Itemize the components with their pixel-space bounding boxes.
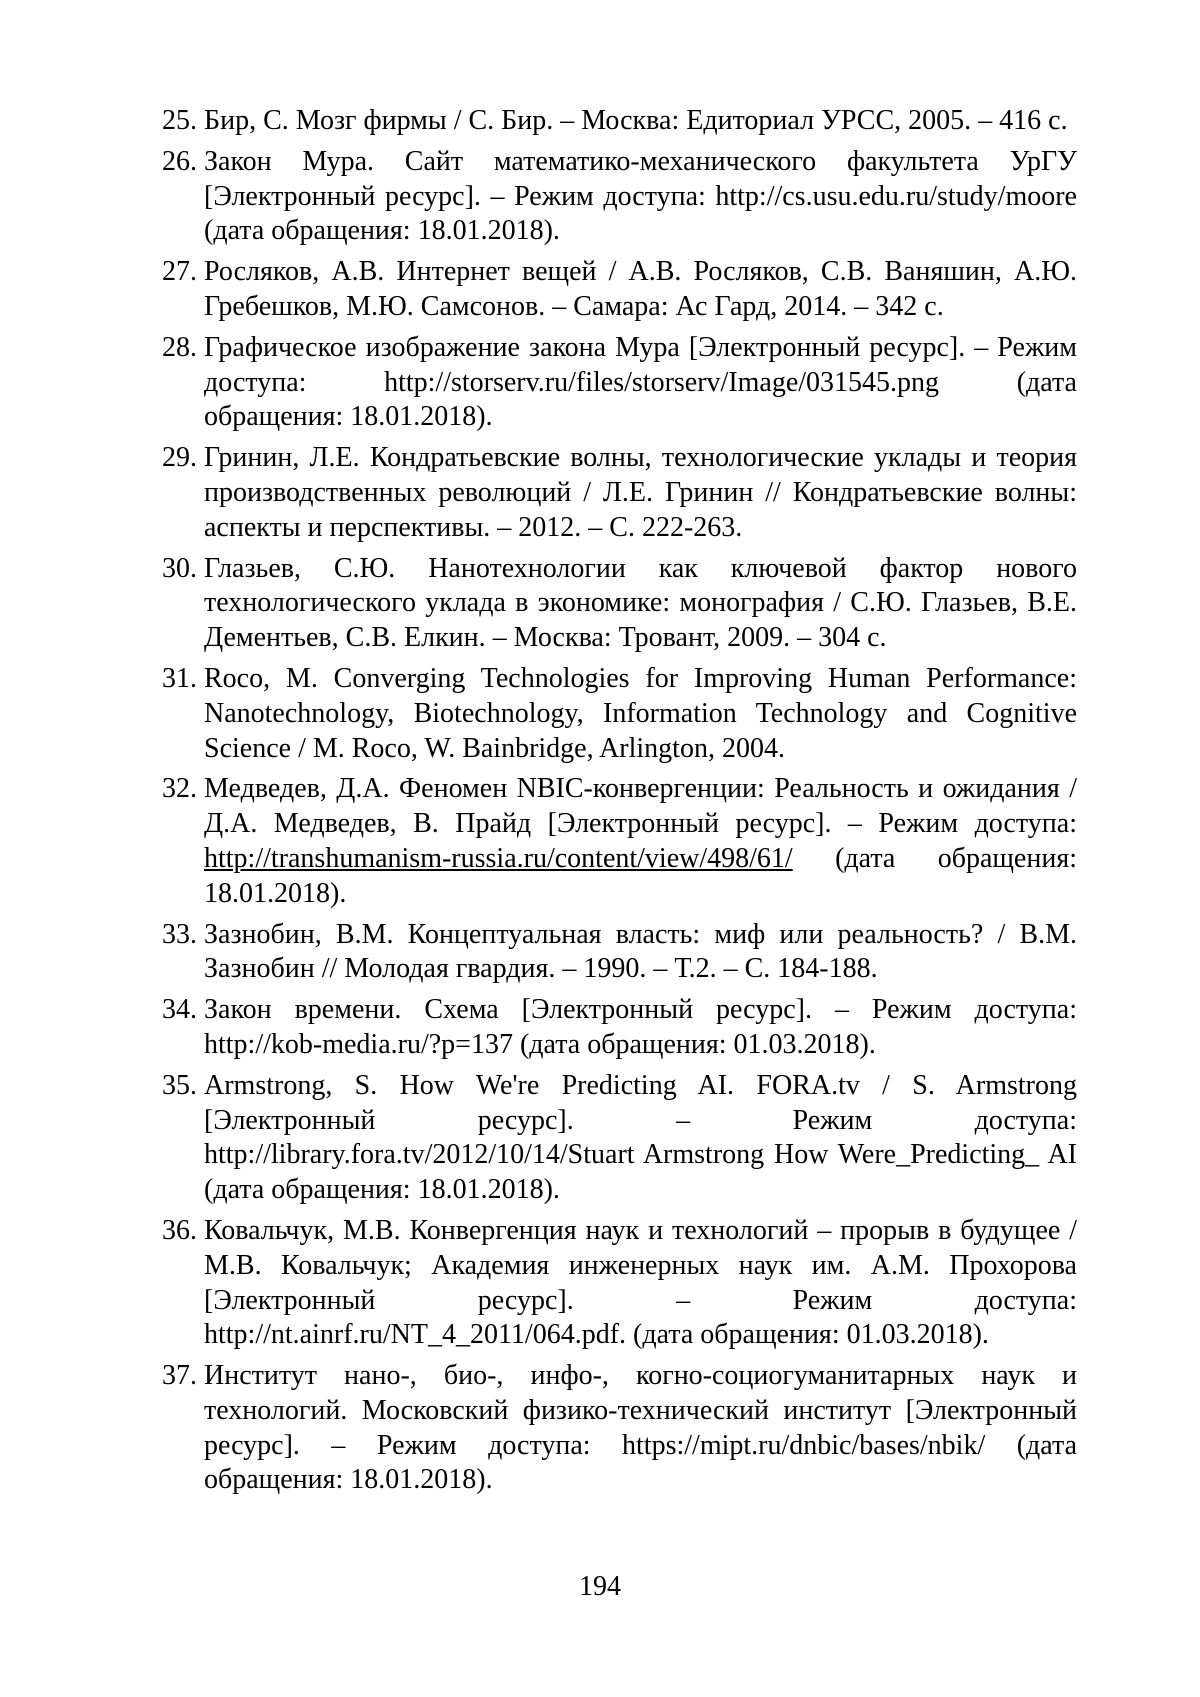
reference-text: Зазнобин, В.М. Концептуальная власть: миф или реальность? / В.М. Зазнобин // Молодая гвардия. – 1990. – Т.2. – С. 184-188. <box>204 918 1077 985</box>
reference-number: 37. <box>162 1360 197 1392</box>
reference-number: 30. <box>162 552 197 584</box>
reference-text: Armstrong, S. How We're Predicting AI. FORA.tv / S. Armstrong [Электронный ресурс]. – Режим доступа: http://library.fora.tv/2012/10/14/Stuart Armstrong How Were_Predicting_ AI (дата обращения: 18.01.2018). <box>204 1069 1077 1206</box>
reference-number: 28. <box>162 331 197 363</box>
reference-item-29 <box>162 441 1077 545</box>
reference-link[interactable]: http://transhumanism-russia.ru/content/view/498/61/ <box>204 842 793 874</box>
page-number: 194 <box>579 1571 621 1602</box>
reference-item-32 <box>162 772 1077 911</box>
reference-text: Ковальчук, М.В. Конвергенция наук и технологий – прорыв в будущее / М.В. Ковальчук; Академия инженерных наук им. А.М. Прохорова [Электронный ресурс]. – Режим доступа: http://nt.ainrf.ru/NT_4_2011/064.pdf. (дата обращения: 01.03.2018). <box>204 1214 1077 1351</box>
reference-text: Росляков, А.В. Интернет вещей / А.В. Росляков, С.В. Ваняшин, А.Ю. Гребешков, М.Ю. Самсонов. – Самара: Ас Гард, 2014. – 342 с. <box>204 256 1077 322</box>
reference-item-33 <box>162 918 1077 988</box>
reference-text: Бир, С. Мозг фирмы / С. Бир. – Москва: Едиториал УРСС, 2005. – 416 с. <box>204 105 1068 136</box>
reference-number: 32. <box>162 773 197 805</box>
reference-number: 35. <box>162 1069 197 1101</box>
reference-text: Закон времени. Схема [Электронный ресурс]. – Режим доступа: http://kob-media.ru/?p=137 (дата обращения: 01.03.2018). <box>204 994 1077 1060</box>
reference-number: 29. <box>162 442 197 474</box>
reference-text-after: (дата обращения: 18.01.2018). <box>204 842 1077 909</box>
reference-item-26 <box>162 145 1077 249</box>
reference-item-30 <box>162 552 1077 656</box>
reference-number: 31. <box>162 662 197 694</box>
reference-text: Институт нано-, био-, инфо-, когно-социогуманитарных наук и технологий. Московский физико-технический институт [Электронный ресурс]. – Режим доступа: https://mipt.ru/dnbic/bases/nbik/ (дата обращения: 18.01.2018). <box>204 1360 1077 1496</box>
reference-number: 36. <box>162 1214 197 1246</box>
reference-text-before: Медведев, Д.А. Феномен NBIC-конвергенции: Реальность и ожидания / Д.А. Медведев, В. Прайд [Электронный ресурс]. – Режим доступа: <box>204 773 1077 840</box>
reference-text <box>204 772 1077 911</box>
reference-text: Закон Мура. Сайт математико-механического факультета УрГУ [Электронный ресурс]. – Режим доступа: http://cs.usu.edu.ru/study/moore (дата обращения: 18.01.2018). <box>204 145 1077 247</box>
reference-number: 25. <box>162 105 197 136</box>
reference-number: 33. <box>162 918 197 950</box>
reference-item-31 <box>162 662 1077 766</box>
reference-item-27 <box>162 255 1077 325</box>
reference-item-37 <box>162 1359 1077 1498</box>
reference-text: Графическое изображение закона Мура [Электронный ресурс]. – Режим доступа: http://storserv.ru/files/storserv/Image/031545.png (дата обращения: 18.01.2018). <box>204 331 1077 433</box>
reference-text: Гринин, Л.Е. Кондратьевские волны, технологические уклады и теория производственных революций / Л.Е. Гринин // Кондратьевские волны: аспекты и перспективы. – 2012. – С. 222-263. <box>204 442 1077 543</box>
reference-number: 26. <box>162 145 197 177</box>
reference-text: Глазьев, С.Ю. Нанотехнологии как ключевой фактор нового технологического уклада в экономике: монография / С.Ю. Глазьев, В.Е. Дементьев, С.В. Елкин. – Москва: Тровант, 2009. – 304 с. <box>204 552 1077 654</box>
reference-number: 34. <box>162 994 197 1026</box>
reference-list <box>162 104 1077 1504</box>
reference-item-34 <box>162 993 1077 1063</box>
reference-item-35 <box>162 1069 1077 1208</box>
reference-item-36 <box>162 1214 1077 1353</box>
reference-item-28 <box>162 331 1077 435</box>
reference-text: Roco, M. Converging Technologies for Improving Human Performance: Nanotechnology, Biotechnology, Information Technology and Cognitive Science / M. Roco, W. Bainbridge, Arlington, 2004. <box>204 662 1077 764</box>
reference-item-25 <box>162 104 1077 139</box>
reference-number: 27. <box>162 256 197 288</box>
